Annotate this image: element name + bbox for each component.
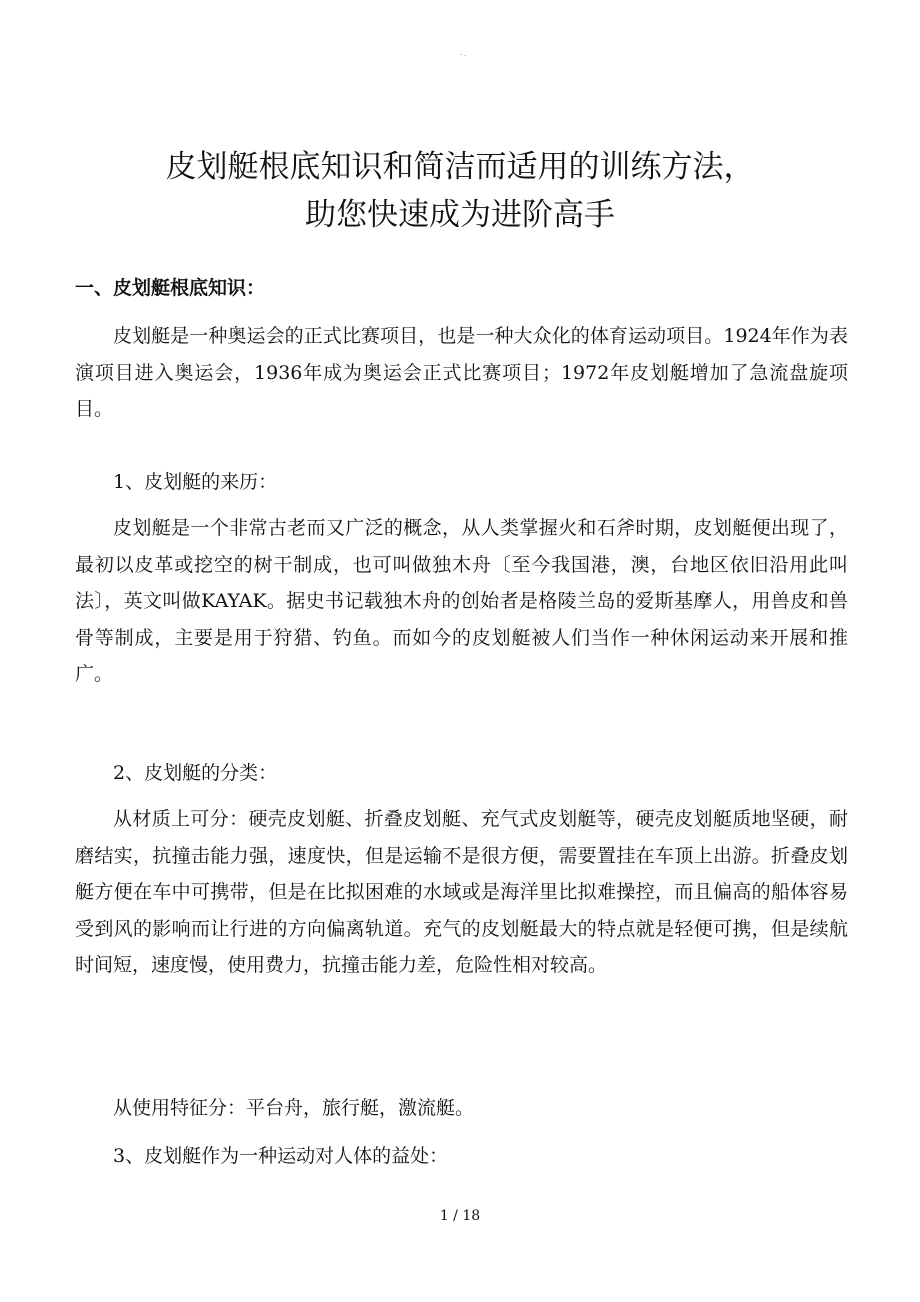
intro-paragraph: 皮划艇是一种奥运会的正式比赛项目，也是一种大众化的体育运动项目。1924年作为表演项目进入奥运会，1936年成为奥运会正式比赛项目；1972年皮划艇增加了急流盘旋项目。: [75, 325, 848, 420]
document-title: [60, 143, 860, 239]
subheading-origin: 1、皮划艇的来历：: [113, 471, 278, 493]
section-heading-basics: 一、皮划艇根底知识：: [75, 277, 266, 299]
origin-paragraph: 皮划艇是一个非常古老而又广泛的概念，从人类掌握火和石斧时期，皮划艇便出现了，最初以皮革或挖空的树干制成，也可叫做独木舟〔至今我国港，澳，台地区依旧沿用此叫法〕，英文叫做KAYAK。据史书记载独木舟的创始者是格陵兰岛的爱斯基摩人，用兽皮和兽骨等制成，主要是用于狩猎、钓鱼。而如今的皮划艇被人们当作一种休闲运动来开展和推广。: [75, 517, 848, 685]
title-line-1: 皮划艇根底知识和简洁而适用的训练方法，: [165, 148, 755, 185]
page-number: 1 / 18: [439, 1208, 481, 1224]
classification-paragraph: 从材质上可分：硬壳皮划艇、折叠皮划艇、充气式皮划艇等，硬壳皮划艇质地坚硬，耐磨结实，抗撞击能力强，速度快，但是运输不是很方便，需要置挂在车顶上出游。折叠皮划艇方便在车中可携带，但是在比拟困难的水域或是海洋里比拟难操控，而且偏高的船体容易受到风的影响而让行进的方向偏离轨道。充气的皮划艇最大的特点就是轻便可携，但是续航时间短，速度慢，使用费力，抗撞击能力差，危险性相对较高。: [75, 808, 848, 976]
title-line-2: 助您快速成为进阶高手: [305, 196, 615, 233]
subheading-benefits: 3、皮划艇作为一种运动对人体的益处：: [113, 1145, 449, 1167]
subheading-classification: 2、皮划艇的分类：: [113, 762, 278, 784]
usage-types-paragraph: 从使用特征分：平台舟，旅行艇，激流艇。: [113, 1097, 475, 1119]
header-mark: - .: [460, 51, 466, 58]
